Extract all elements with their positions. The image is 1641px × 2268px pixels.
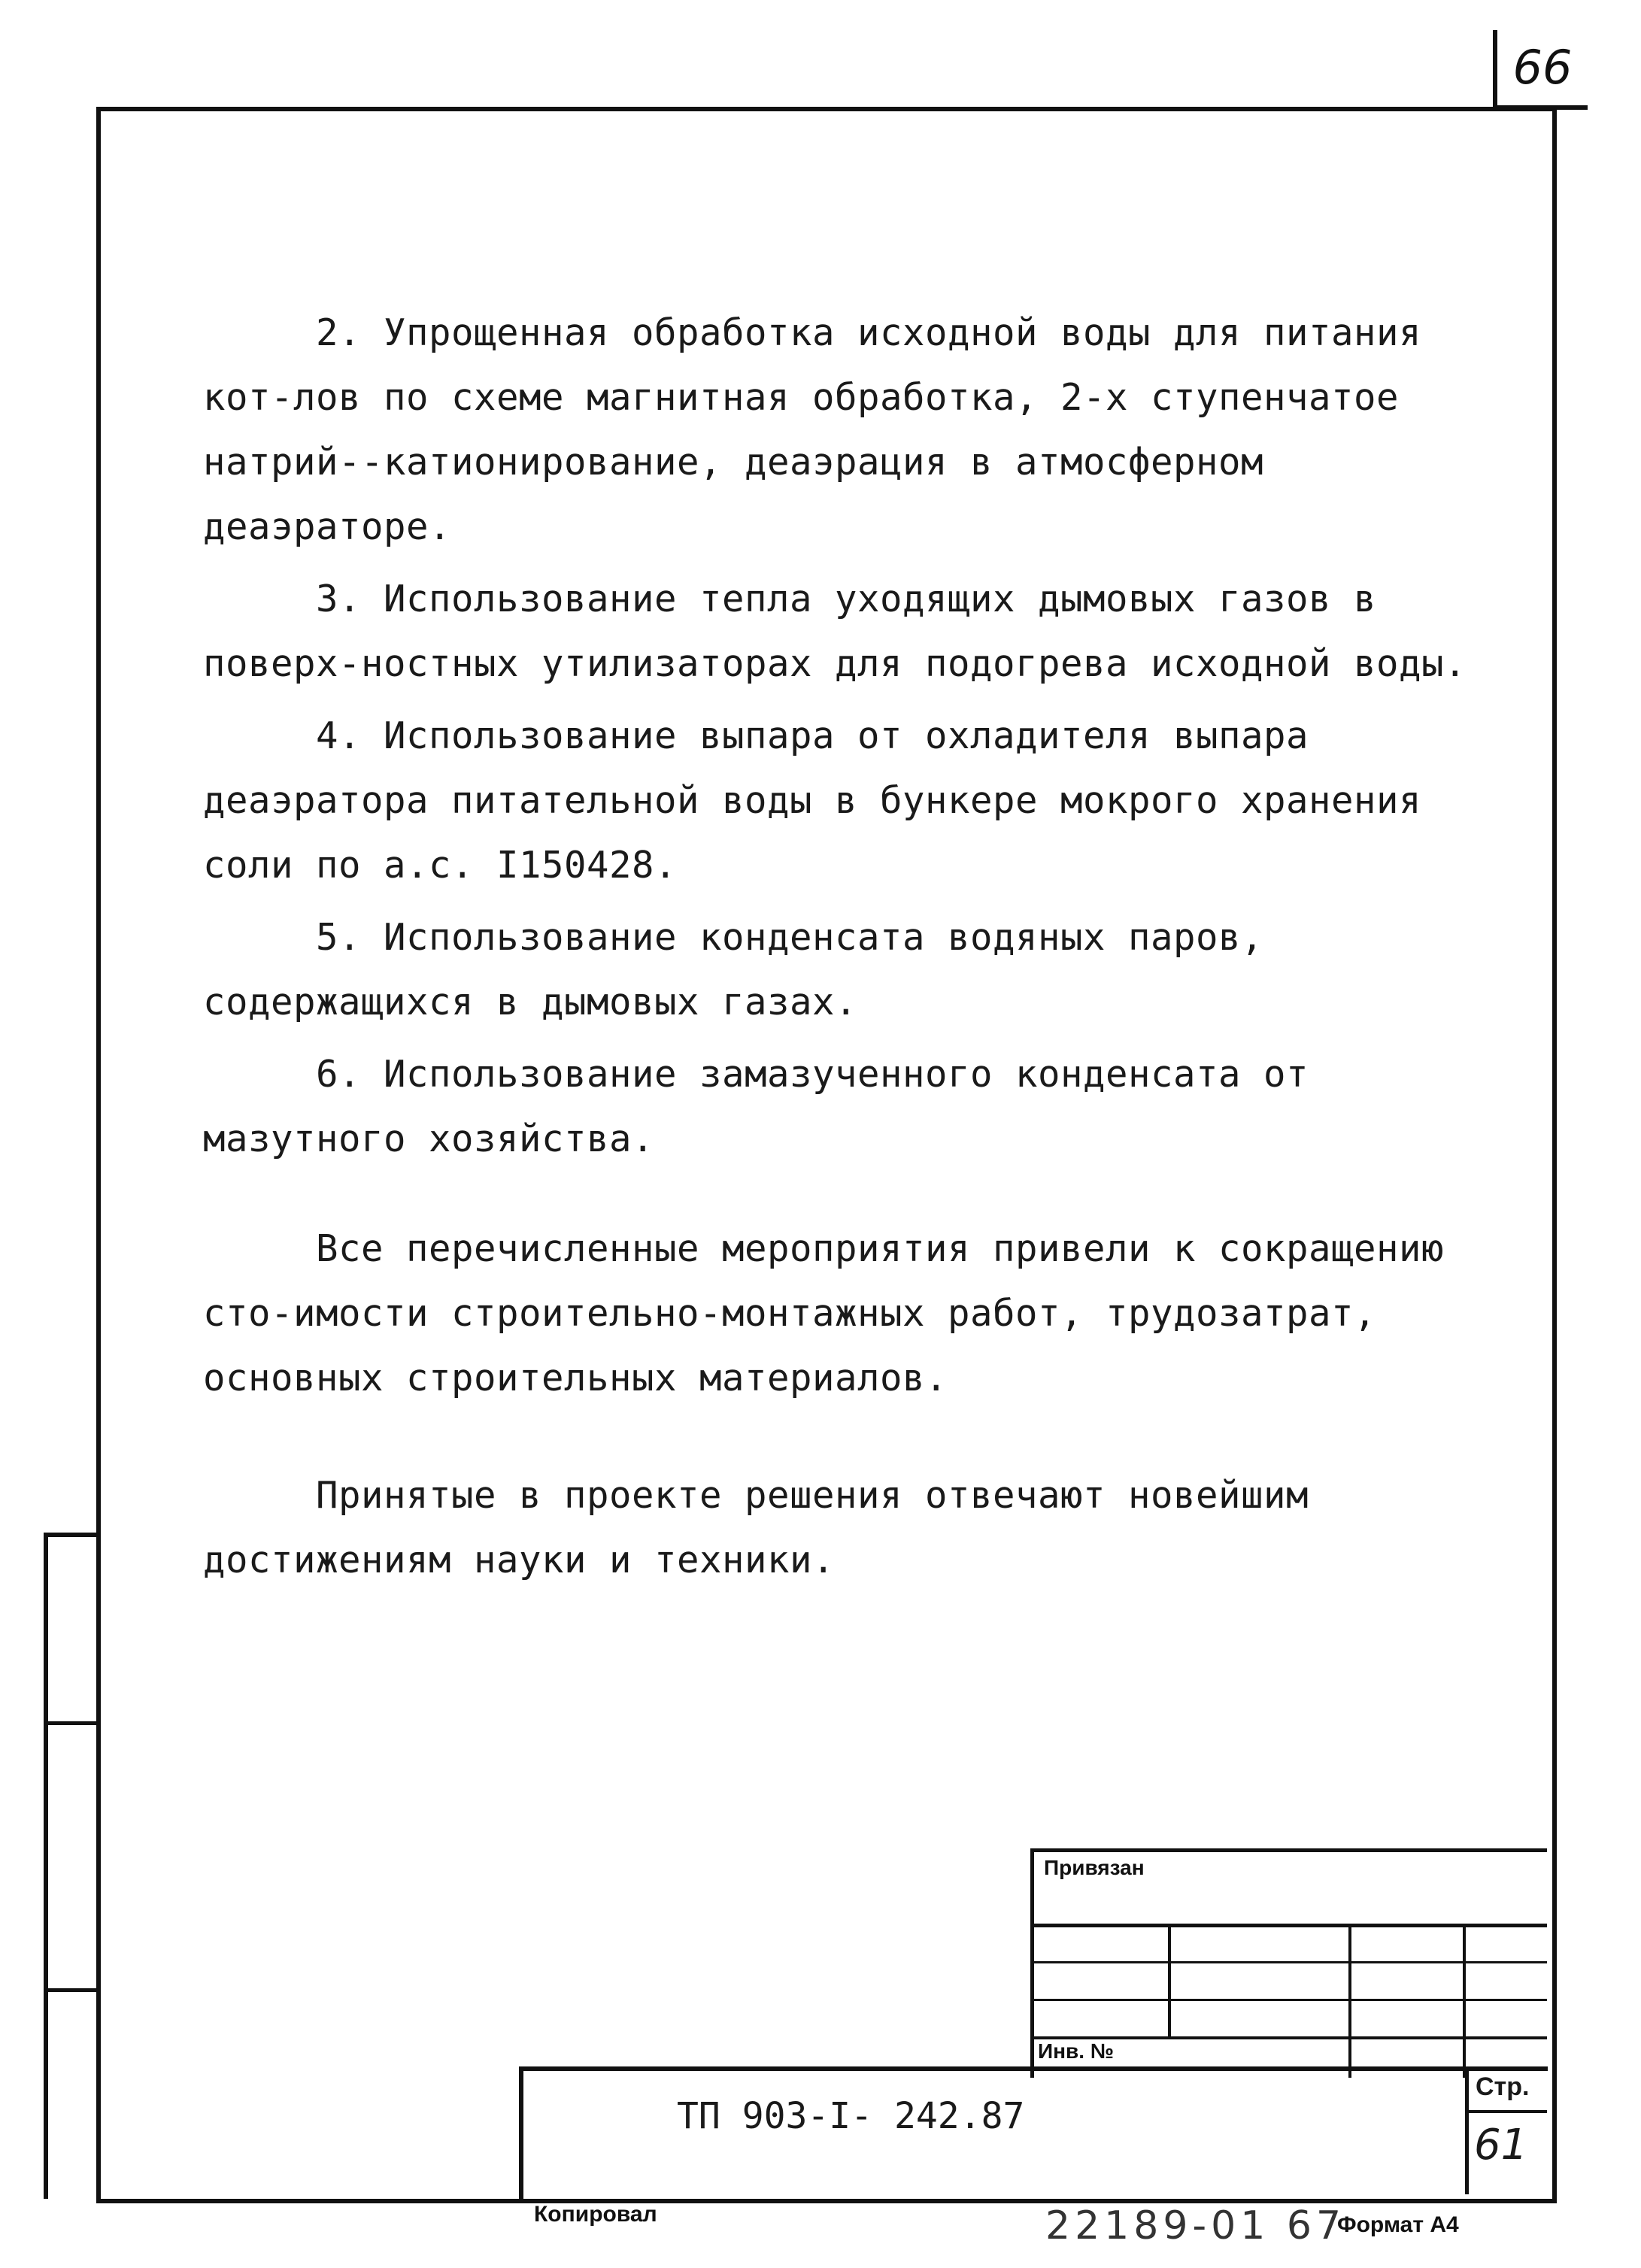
paragraph-4: 4. Использование выпара от охладителя выпара деаэратора питательной воды в бункере мокрого хранения соли по а.с. I150428. [203, 714, 1422, 887]
page-label: Стр. [1476, 2072, 1530, 2101]
binding-strip [44, 1533, 101, 2199]
paragraph-conclusion: Принятые в проекте решения отвечают новейшим достижениям науки и техники. [203, 1474, 1309, 1581]
paragraph-3: 3. Использование тепла уходящих дымовых газов в поверх-ностных утилизаторах для подогрева исходной воды. [203, 578, 1467, 685]
paragraph-6: 6. Использование замазученного конденсата от мазутного хозяйства. [203, 1053, 1309, 1160]
paragraph-5: 5. Использование конденсата водяных паров, содержащихся в дымовых газах. [203, 916, 1264, 1023]
paragraph-2: 2. Упрощенная обработка исходной воды для питания кот-лов по схеме магнитная обработка, 2-х ступенчатое натрий--катионирование, деаэрация в атмосферном деаэраторе. [203, 311, 1422, 548]
linked-label: Привязан [1044, 1856, 1145, 1879]
inventory-label: Инв. № [1038, 2039, 1115, 2063]
strip-divider [48, 1721, 101, 1725]
title-block [519, 2066, 1548, 2199]
document-code: ТП 903-I- 242.87 [677, 2095, 1025, 2137]
copied-label: Копировал [534, 2202, 657, 2227]
sheet-number: 66 [1493, 30, 1588, 110]
format-label: Формат А4 [1337, 2212, 1459, 2237]
paragraph-summary: Все перечисленные мероприятия привели к сокращению сто-имости строительно-монтажных работ, трудозатрат, основных строительных материалов. [203, 1227, 1445, 1399]
document-body [203, 301, 1497, 1593]
strip-divider [48, 1988, 101, 1992]
handwritten-number: 22189-01 67 [1045, 2203, 1346, 2248]
page-number: 61 [1474, 2121, 1528, 2169]
